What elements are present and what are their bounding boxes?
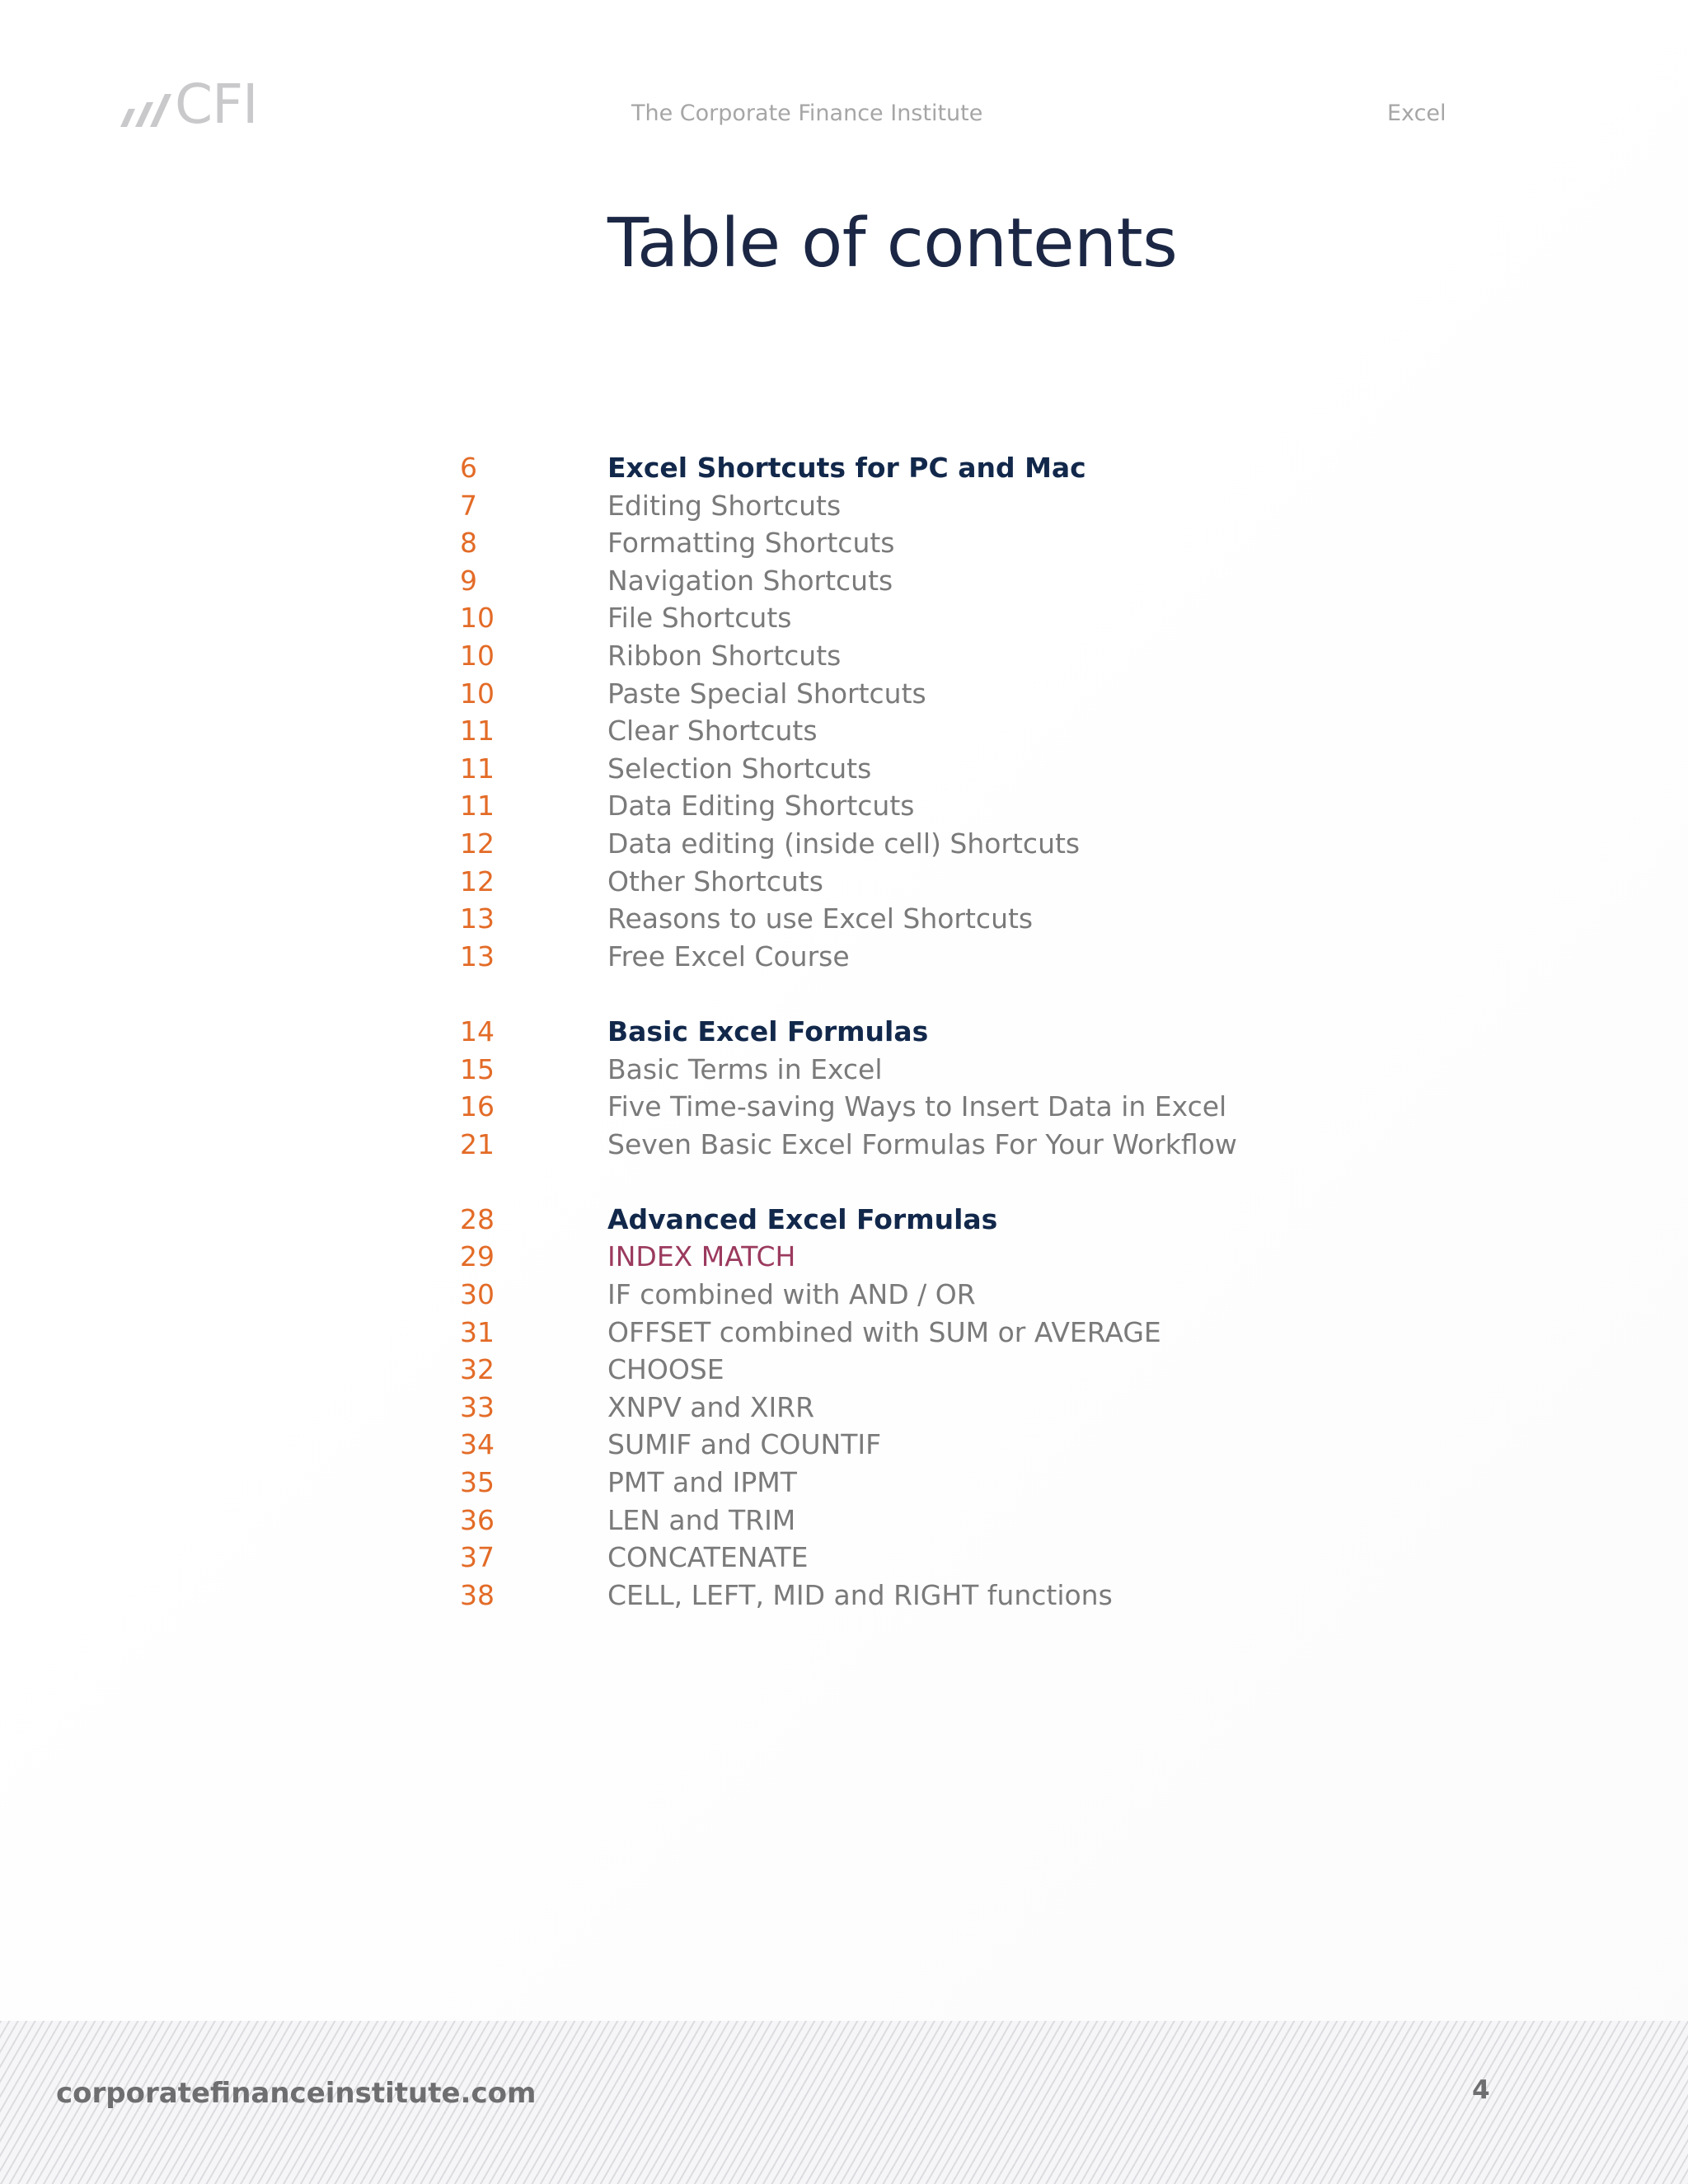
toc-page-number: 15 bbox=[460, 1052, 495, 1085]
toc-item[interactable] bbox=[0, 562, 1688, 600]
toc-item-label: Formatting Shortcuts bbox=[607, 527, 895, 560]
toc-item-label: Ribbon Shortcuts bbox=[607, 639, 842, 672]
toc-page-number: 12 bbox=[460, 865, 495, 898]
toc-page-number: 33 bbox=[460, 1390, 495, 1423]
toc-item-label: Clear Shortcuts bbox=[607, 715, 818, 748]
toc-page-number: 38 bbox=[460, 1578, 495, 1611]
toc-item[interactable] bbox=[0, 1539, 1688, 1577]
logo-text: CFI bbox=[175, 73, 258, 136]
toc-page-number: 14 bbox=[460, 1015, 495, 1047]
toc-page-number: 9 bbox=[460, 564, 477, 597]
toc-page-number: 30 bbox=[460, 1278, 495, 1311]
footer-page-number: 4 bbox=[1472, 2075, 1490, 2105]
toc-item[interactable] bbox=[0, 1276, 1688, 1314]
toc-item-label: INDEX MATCH bbox=[607, 1240, 796, 1273]
toc-page-number: 6 bbox=[460, 452, 477, 484]
toc-item-label: Other Shortcuts bbox=[607, 865, 823, 898]
toc-item[interactable] bbox=[0, 1126, 1688, 1164]
toc-page-number: 7 bbox=[460, 489, 477, 522]
toc-item[interactable] bbox=[0, 1051, 1688, 1089]
toc-item-label: PMT and IPMT bbox=[607, 1466, 797, 1499]
toc-item-label: Reasons to use Excel Shortcuts bbox=[607, 902, 1034, 935]
toc-section-heading[interactable] bbox=[0, 1201, 1688, 1239]
toc-item[interactable] bbox=[0, 863, 1688, 901]
toc-item[interactable] bbox=[0, 1502, 1688, 1540]
toc-page-number: 35 bbox=[460, 1466, 495, 1499]
toc-page-number: 11 bbox=[460, 752, 495, 785]
toc-item-label: Paste Special Shortcuts bbox=[607, 677, 926, 710]
toc-page-number: 29 bbox=[460, 1240, 495, 1273]
toc-item[interactable] bbox=[0, 712, 1688, 750]
toc-item[interactable] bbox=[0, 599, 1688, 637]
toc-item-label: Seven Basic Excel Formulas For Your Workflow bbox=[607, 1127, 1237, 1160]
toc-item-label: CELL, LEFT, MID and RIGHT functions bbox=[607, 1578, 1113, 1611]
toc-item-label: File Shortcuts bbox=[607, 602, 792, 635]
toc-page-number: 11 bbox=[460, 715, 495, 748]
toc-item[interactable] bbox=[0, 1426, 1688, 1464]
toc-item[interactable] bbox=[0, 524, 1688, 562]
page-title: Table of contents bbox=[607, 204, 1178, 283]
toc-item[interactable] bbox=[0, 1238, 1688, 1276]
toc-item-label: LEN and TRIM bbox=[607, 1503, 796, 1536]
toc-item-label: Five Time-saving Ways to Insert Data in Excel bbox=[607, 1090, 1227, 1123]
header-institute-name: The Corporate Finance Institute bbox=[631, 101, 983, 126]
toc-page-number: 8 bbox=[460, 527, 477, 560]
toc-section-heading[interactable] bbox=[0, 449, 1688, 487]
toc-page-number: 13 bbox=[460, 940, 495, 972]
toc-page-number: 11 bbox=[460, 790, 495, 823]
toc-page-number: 36 bbox=[460, 1503, 495, 1536]
header-topic: Excel bbox=[1387, 101, 1447, 126]
toc-page-number: 16 bbox=[460, 1090, 495, 1123]
toc-item[interactable] bbox=[0, 1088, 1688, 1126]
toc-item-label: Free Excel Course bbox=[607, 940, 850, 972]
toc-page-number: 13 bbox=[460, 902, 495, 935]
toc-item-label: IF combined with AND / OR bbox=[607, 1278, 976, 1311]
toc-item-label: SUMIF and COUNTIF bbox=[607, 1428, 882, 1461]
toc-item[interactable] bbox=[0, 1577, 1688, 1615]
toc-page-number: 10 bbox=[460, 677, 495, 710]
toc-page-number: 12 bbox=[460, 827, 495, 860]
toc-page-number: 34 bbox=[460, 1428, 495, 1461]
toc-item-label: OFFSET combined with SUM or AVERAGE bbox=[607, 1315, 1161, 1348]
footer-url-link[interactable]: corporatefinanceinstitute.com bbox=[56, 2077, 537, 2110]
toc-heading-label: Advanced Excel Formulas bbox=[607, 1202, 998, 1235]
toc-section-heading[interactable] bbox=[0, 1013, 1688, 1051]
toc-item[interactable] bbox=[0, 487, 1688, 525]
toc-item-label: Editing Shortcuts bbox=[607, 489, 842, 522]
toc-item-label: CHOOSE bbox=[607, 1353, 724, 1386]
toc-page-number: 32 bbox=[460, 1353, 495, 1386]
section-spacer bbox=[0, 1163, 1688, 1201]
toc-item-label: XNPV and XIRR bbox=[607, 1390, 815, 1423]
toc-item[interactable] bbox=[0, 787, 1688, 825]
toc-page-number: 37 bbox=[460, 1541, 495, 1574]
toc-item-label: Basic Terms in Excel bbox=[607, 1052, 883, 1085]
toc-item-label: Navigation Shortcuts bbox=[607, 564, 893, 597]
toc-item-label: Data editing (inside cell) Shortcuts bbox=[607, 827, 1081, 860]
toc-page-number: 10 bbox=[460, 639, 495, 672]
toc-page-number: 28 bbox=[460, 1202, 495, 1235]
toc-item-label: Selection Shortcuts bbox=[607, 752, 872, 785]
toc-item[interactable] bbox=[0, 900, 1688, 938]
toc-item[interactable] bbox=[0, 750, 1688, 788]
section-spacer bbox=[0, 975, 1688, 1013]
toc-item[interactable] bbox=[0, 938, 1688, 976]
toc-heading-label: Basic Excel Formulas bbox=[607, 1015, 929, 1047]
toc-item-label: Data Editing Shortcuts bbox=[607, 790, 915, 823]
toc-page-number: 31 bbox=[460, 1315, 495, 1348]
toc-page-number: 21 bbox=[460, 1127, 495, 1160]
toc-item[interactable] bbox=[0, 637, 1688, 675]
toc-item-label: CONCATENATE bbox=[607, 1541, 809, 1574]
toc-item[interactable] bbox=[0, 1464, 1688, 1502]
toc-page-number: 10 bbox=[460, 602, 495, 635]
toc-heading-label: Excel Shortcuts for PC and Mac bbox=[607, 452, 1086, 484]
toc-item[interactable] bbox=[0, 825, 1688, 863]
toc-item[interactable] bbox=[0, 675, 1688, 713]
toc-item[interactable] bbox=[0, 1389, 1688, 1427]
toc-item[interactable] bbox=[0, 1351, 1688, 1389]
toc-item[interactable] bbox=[0, 1314, 1688, 1352]
table-of-contents bbox=[0, 449, 1688, 1614]
